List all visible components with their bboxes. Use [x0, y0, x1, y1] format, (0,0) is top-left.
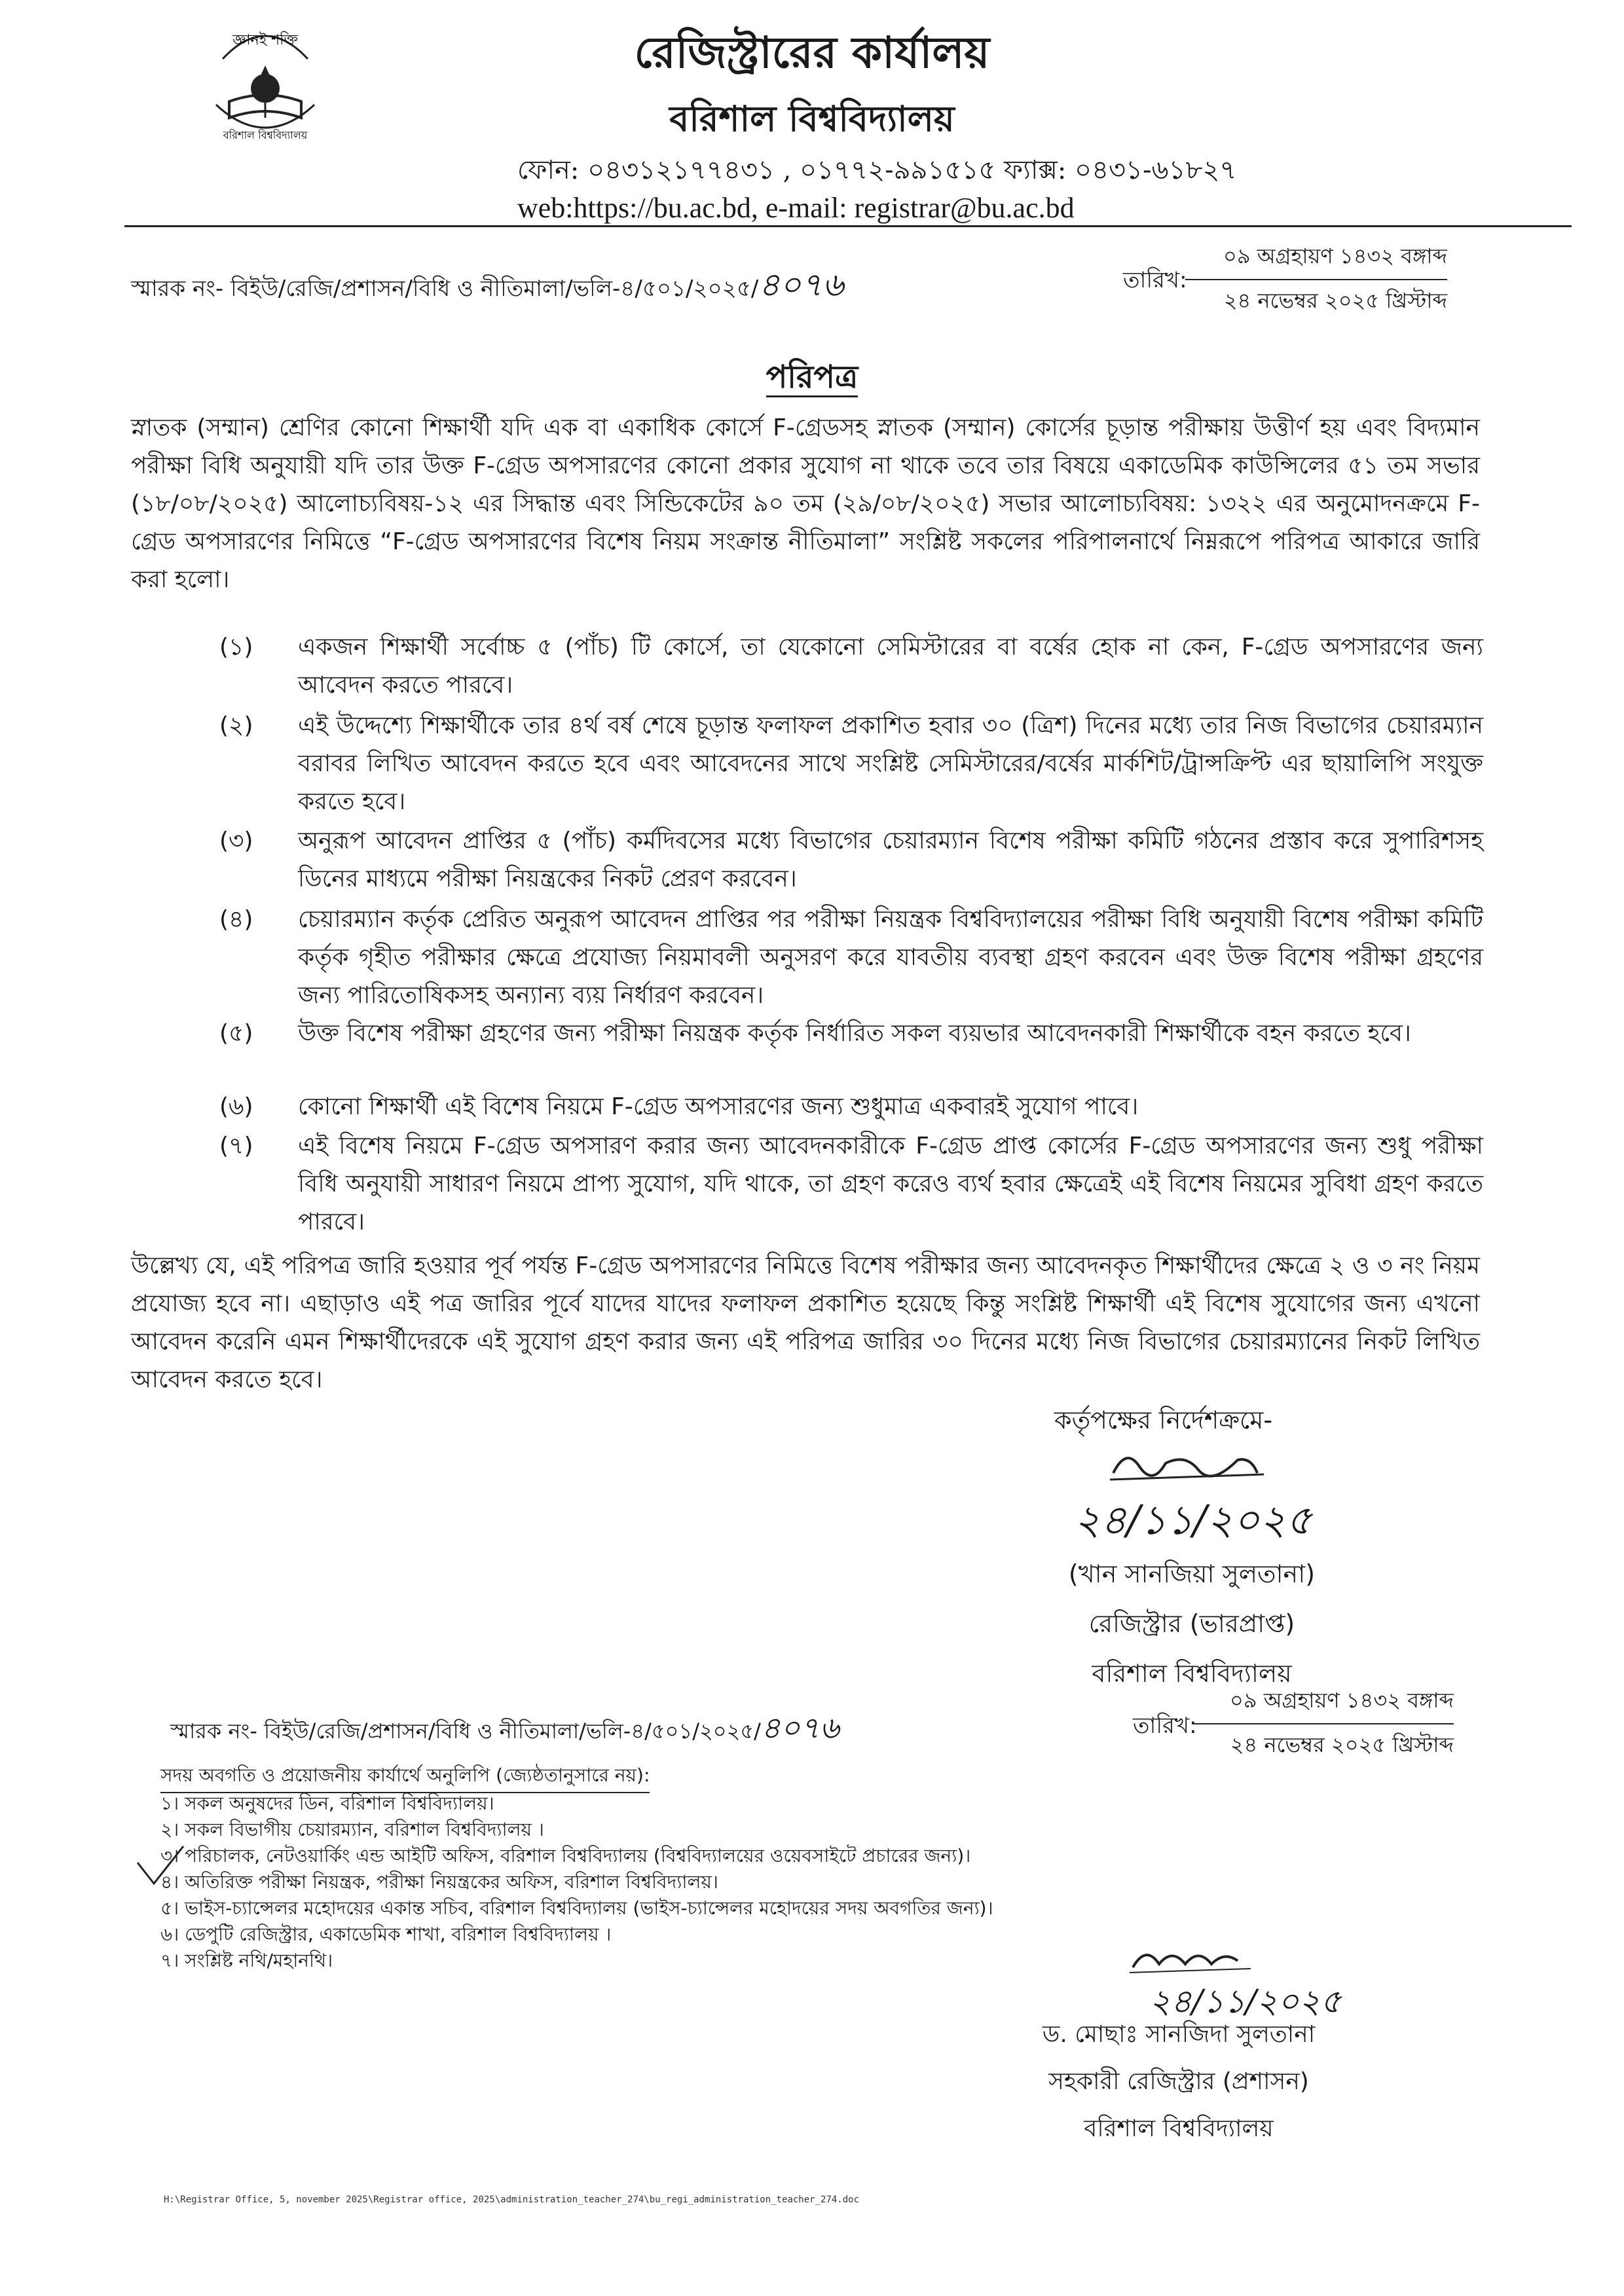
copy-list-item: ৬। ডেপুটি রেজিস্ট্রার, একাডেমিক শাখা, বরিশাল বিশ্ববিদ্যালয় । [160, 1923, 612, 1945]
copy-date-label: তারিখ: [1133, 1713, 1197, 1739]
copy-memo-number: ৪০৭৬ [760, 1710, 840, 1745]
checkmark-icon [134, 1843, 187, 1891]
contact-info: ফোন: ০৪৩১২১৭৭৪৩১ , ০১৭৭২-৯৯১৫১৫ ফ্যাক্স: ০৪৩১-৬১৮২৭ [517, 155, 1237, 185]
copy-date-gregorian: ২৪ নভেম্বর ২০২৫ খ্রিস্টাব্দ [1230, 1732, 1454, 1757]
copy-list-item: ২। সকল বিভাগীয় চেয়ারম্যান, বরিশাল বিশ্ববিদ্যালয় । [160, 1819, 544, 1840]
copy-list-item: ৭। সংশ্লিষ্ট নথি/মহানথি। [160, 1950, 333, 1971]
date-bangla: ০৯ অগ্রহায়ণ ১৪৩২ বঙ্গাব্দ [1185, 240, 1447, 280]
signature-1 [1100, 1440, 1270, 1495]
copy-heading: সদয় অবগতি ও প্রয়োজনীয় কার্যার্থে অনুলিপি (জ্যেষ্ঠতানুসারে নয়): [160, 1761, 650, 1793]
item-number: (৬) [219, 1093, 253, 1120]
item-number: (৪) [219, 906, 253, 933]
web-email: web:https://bu.ac.bd, e-mail: registrar@bu.ac.bd [517, 192, 1075, 224]
office-title: রেজিস্ট্রারের কার্যালয় [634, 27, 990, 78]
copy-list-item: ৩। পরিচালক, নেটওয়ার্কিং এন্ড আইটি অফিস, বরিশাল বিশ্ববিদ্যালয় (বিশ্ববিদ্যালয়ের ওয়েবসাইটে প্রচারের জন্য)। [160, 1845, 971, 1867]
intro-paragraph: স্নাতক (সম্মান) শ্রেণির কোনো শিক্ষার্থী যদি এক বা একাধিক কোর্সে F-গ্রেডসহ স্নাতক (সম্মান) কোর্সের চূড়ান্ত পরীক্ষায় উত্তীর্ণ হয় এবং বিদ্যমান পরীক্ষা বিধি অনুযায়ী যদি তার উক্ত F-গ্রেড অপসারণের কোনো প্রকার সুযোগ না থাকে তবে তার বিষয়ে একাডেমিক কাউন্সিলের ৫১ তম সভার (১৮/০৮/২০২৫) আলোচ্যবিষয়-১২ এর সিদ্ধান্ত এবং সিন্ডিকেটের ৯০ তম (২৯/০৮/২০২৫) সভার আলোচ্যবিষয়: ১৩২২ এর অনুমোদনক্রমে F-গ্রেড অপসারণের নিমিত্তে “F-গ্রেড অপসারণের বিশেষ নিয়ম সংক্রান্ত নীতিমালা” সংশ্লিষ্ট সকলের পরিপালনার্থে নিম্নরূপে পরিপত্র আকারে জারি করা হলো। [131, 414, 1480, 593]
copy-date-box [1192, 1684, 1454, 1764]
memo-number: ৪০৭৬ [758, 266, 844, 304]
item-text: এই বিশেষ নিয়মে F-গ্রেড অপসারণ করার জন্য আবেদনকারীকে F-গ্রেড প্রাপ্ত কোর্সের F-গ্রেড অপসারণের জন্য শুধু পরীক্ষা বিধি অনুযায়ী সাধারণ নিয়মে প্রাপ্য সুযোগ, যদি থাকে, তা গ্রহণ করেও ব্যর্থ হবার ক্ষেত্রেই এই বিশেষ নিয়মের সুবিধা গ্রহণ করতে পারবে। [298, 1133, 1483, 1235]
copy-list-item: ১। সকল অনুষদের ডিন, বরিশাল বিশ্ববিদ্যালয়। [160, 1793, 494, 1814]
item-text: কোনো শিক্ষার্থী এই বিশেষ নিয়মে F-গ্রেড অপসারণের জন্য শুধুমাত্র একবারই সুযোগ পাবে। [298, 1093, 1139, 1120]
signer-1-block [1008, 1555, 1375, 1696]
copy-list-item: ৫। ভাইস-চ্যান্সেলর মহোদয়ের একান্ত সচিব, বরিশাল বিশ্ববিদ্যালয় (ভাইস-চ্যান্সেলর মহোদয়ের সদয় অবগতির জন্য)। [160, 1897, 993, 1919]
svg-text:জ্ঞানই শক্তি: জ্ঞানই শক্তি [232, 32, 298, 48]
item-number: (৩) [219, 828, 253, 854]
item-number: (৭) [219, 1133, 253, 1159]
circular-heading-text: পরিপত্র [766, 359, 858, 397]
copy-memo-reference [170, 1705, 840, 1755]
circular-heading [0, 354, 1624, 405]
signer-2-name: ড. মোছাঃ সানজিদা সুলতানা [1042, 2021, 1316, 2048]
file-path: H:\Registrar Office, 5, november 2025\Registrar office, 2025\administration_teacher_274\bu_regi_administration_teacher_274.doc [164, 2195, 860, 2205]
signer-2-title: সহকারী রেজিস্ট্রার (প্রশাসন) [1048, 2068, 1309, 2095]
memo-reference [131, 261, 843, 315]
signer-1-org: বরিশাল বিশ্ববিদ্যালয় [1092, 1659, 1292, 1688]
signature-2-date: ২৪/১১/২০২৫ [1149, 1982, 1342, 2020]
header-divider [124, 225, 1572, 227]
item-text: উক্ত বিশেষ পরীক্ষা গ্রহণের জন্য পরীক্ষা নিয়ন্ত্রক কর্তৃক নির্ধারিত সকল ব্যয়ভার আবেদনকারী শিক্ষার্থীকে বহন করতে হবে। [298, 1020, 1411, 1047]
university-name: বরিশাল বিশ্ববিদ্যালয় [669, 98, 955, 139]
signer-1-name: (খান সানজিয়া সুলতানা) [1068, 1559, 1316, 1588]
item-text: অনুরূপ আবেদন প্রাপ্তির ৫ (পাঁচ) কর্মদিবসের মধ্যে বিভাগের চেয়ারম্যান বিশেষ পরীক্ষা কমিটি গঠনের প্রস্তাব করে সুপারিশসহ ডিনের মাধ্যমে পরীক্ষা নিয়ন্ত্রকের নিকট প্রেরণ করবেন। [298, 828, 1483, 892]
date-label: তারিখ: [1123, 267, 1187, 293]
signer-1-title: রেজিস্ট্রার (ভারপ্রাপ্ত) [1088, 1609, 1295, 1638]
item-text: এই উদ্দেশ্যে শিক্ষার্থীকে তার ৪র্থ বর্ষ শেষে চূড়ান্ত ফলাফল প্রকাশিত হবার ৩০ (ত্রিশ) দিনের মধ্যে তার নিজ বিভাগের চেয়ারম্যান বরাবর লিখিত আবেদন করতে হবে এবং আবেদনের সাথে সংশ্লিষ্ট সেমিস্টারের/বর্ষের মার্কশিট/ট্রান্সক্রিপ্ট এর ছায়ালিপি সংযুক্ত করতে হবে। [298, 712, 1483, 815]
item-number: (১) [219, 634, 253, 661]
signer-2-block [982, 2016, 1375, 2150]
signer-2-org: বরিশাল বিশ্ববিদ্যালয় [1084, 2115, 1274, 2142]
date-box [1185, 240, 1447, 319]
copy-list-item: ৪। অতিরিক্ত পরীক্ষা নিয়ন্ত্রক, পরীক্ষা নিয়ন্ত্রকের অফিস, বরিশাল বিশ্ববিদ্যালয়। [160, 1871, 718, 1893]
copy-date-bangla: ০৯ অগ্রহায়ণ ১৪৩২ বঙ্গাব্দ [1192, 1684, 1454, 1724]
date-gregorian: ২৪ নভেম্বর ২০২৫ খ্রিস্টাব্দ [1223, 288, 1447, 313]
item-number: (৫) [219, 1020, 253, 1047]
svg-text:বরিশাল বিশ্ববিদ্যালয়: বরিশাল বিশ্ববিদ্যালয় [223, 129, 308, 141]
note-paragraph: উল্লেখ্য যে, এই পরিপত্র জারি হওয়ার পূর্ব পর্যন্ত F-গ্রেড অপসারণের নিমিত্তে বিশেষ পরীক্ষার জন্য আবেদনকৃত শিক্ষার্থীদের ক্ষেত্রে ২ ও ৩ নং নিয়ম প্রযোজ্য হবে না। এছাড়াও এই পত্র জারির পূর্বে যাদের যাদের ফলাফল প্রকাশিত হয়েছে কিন্তু সংশ্লিষ্ট শিক্ষার্থী এই বিশেষ সুযোগের জন্য এখনো আবেদন করেনি এমন শিক্ষার্থীদেরকে এই সুযোগ গ্রহণ করার জন্য এই পরিপত্র জারির ৩০ দিনের মধ্যে নিজ বিভাগের চেয়ারম্যানের নিকট লিখিত আবেদন করতে হবে। [131, 1252, 1480, 1393]
signature-1-date: ২৪/১১/২০২৫ [1074, 1496, 1312, 1544]
copy-list [160, 1791, 993, 1974]
memo-label: স্মারক নং- বিইউ/রেজি/প্রশাসন/বিধি ও নীতিমালা/ভলি-৪/৫০১/২০২৫/ [131, 276, 759, 302]
item-text: চেয়ারম্যান কর্তৃক প্রেরিত অনুরূপ আবেদন প্রাপ্তির পর পরীক্ষা নিয়ন্ত্রক বিশ্ববিদ্যালয়ের পরীক্ষা বিধি অনুযায়ী বিশেষ পরীক্ষা কমিটি কর্তৃক গৃহীত পরীক্ষার ক্ষেত্রে প্রযোজ্য নিয়মাবলী অনুসরণ করে যাবতীয় ব্যবস্থা গ্রহণ করবেন এবং উক্ত বিশেষ পরীক্ষা গ্রহণের জন্য পারিতোষিকসহ অন্যান্য ব্যয় নির্ধারণ করবেন। [298, 906, 1483, 1009]
item-text: একজন শিক্ষার্থী সর্বোচ্চ ৫ (পাঁচ) টি কোর্সে, তা যেকোনো সেমিস্টারের বা বর্ষের হোক না কেন, F-গ্রেড অপসারণের জন্য আবেদন করতে পারবে। [298, 634, 1483, 699]
copy-memo-label: স্মারক নং- বিইউ/রেজি/প্রশাসন/বিধি ও নীতিমালা/ভলি-৪/৫০১/২০২৫/ [170, 1719, 761, 1743]
item-number: (২) [219, 712, 253, 739]
authority-line: কর্তৃপক্ষের নির্দেশক্রমে- [1054, 1406, 1273, 1434]
